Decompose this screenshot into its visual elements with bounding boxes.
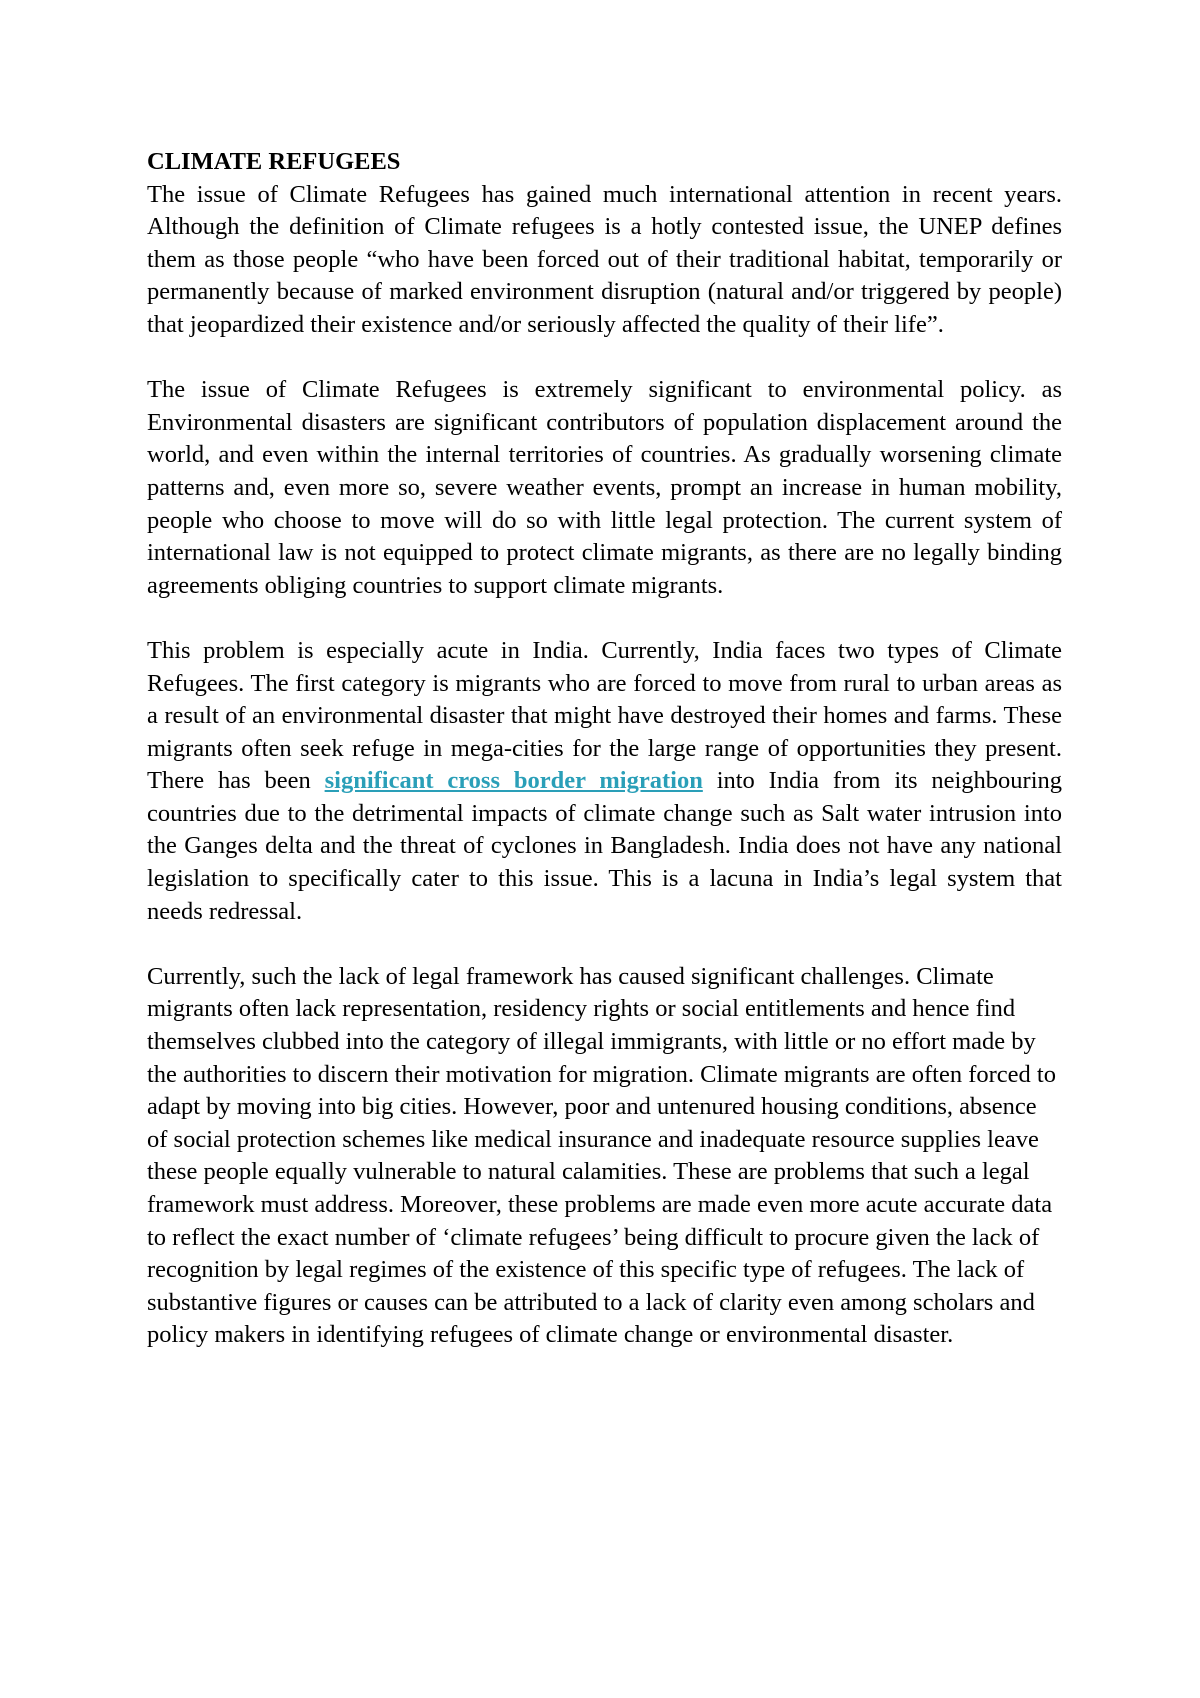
cross-border-migration-link[interactable]: significant cross border migration [324,767,703,795]
paragraph-3 [147,635,1062,928]
document-title: CLIMATE REFUGEES [147,148,401,175]
paragraph-1: The issue of Climate Refugees has gained much international attention in recent years. Although the definition of Climate refugees is a hotly contested issue, the UNEP defines them as those people “who have been forced out of their traditional habitat, temporarily or permanently because of marked environment disruption (natural and/or triggered by people) that jeopardized their existence and/or seriously affected the quality of their life”. [147,180,1062,338]
paragraph-4: Currently, such the lack of legal framework has caused significant challenges. Climate migrants often lack representation, residency rights or social entitlements and hence find themselves clubbed into the category of illegal immigrants, with little or no effort made by the authorities to discern their motivation for migration. Climate migrants are often forced to adapt by moving into big cities. However, poor and untenured housing conditions, absence of social protection schemes like medical insurance and inadequate resource supplies leave these people equally vulnerable to natural calamities. These are problems that such a legal framework must address. Moreover, these problems are made even more acute accurate data to reflect the exact number of ‘climate refugees’ being difficult to procure given the lack of recognition by legal regimes of the existence of this specific type of refugees. The lack of substantive figures or causes can be attributed to a lack of clarity even among scholars and policy makers in identifying refugees of climate change or environmental disaster. [147,962,1056,1349]
paragraph-3-text-after-link: into India from its neighbouring countries due to the detrimental impacts of climate change such as Salt water intrusion into the Ganges delta and the threat of cyclones in Bangladesh. India does not have any national legislation to specifically cater to this issue. This is a lacuna in India’s legal system that needs redressal. [147,767,1062,925]
paragraph-spacer [147,602,1062,635]
paragraph-3-text-before-link: This problem is especially acute in India. Currently, India faces two types of Climate Refugees. The first category is migrants who are forced to move from rural to urban areas as a result of an environmental disaster that might have destroyed their homes and farms. These migrants often seek refuge in mega-cities for the large range of opportunities they present. There has been [147,636,1062,795]
paragraph-spacer [147,342,1062,375]
paragraph-spacer [147,928,1062,961]
document-page [147,146,1062,1352]
paragraph-2: The issue of Climate Refugees is extremely significant to environmental policy. as Environmental disasters are significant contributors of population displacement around the world, and even within the internal territories of countries. As gradually worsening climate patterns and, even more so, severe weather events, prompt an increase in human mobility, people who choose to move will do so with little legal protection. The current system of international law is not equipped to protect climate migrants, as there are no legally binding agreements obliging countries to support climate migrants. [147,376,1062,599]
